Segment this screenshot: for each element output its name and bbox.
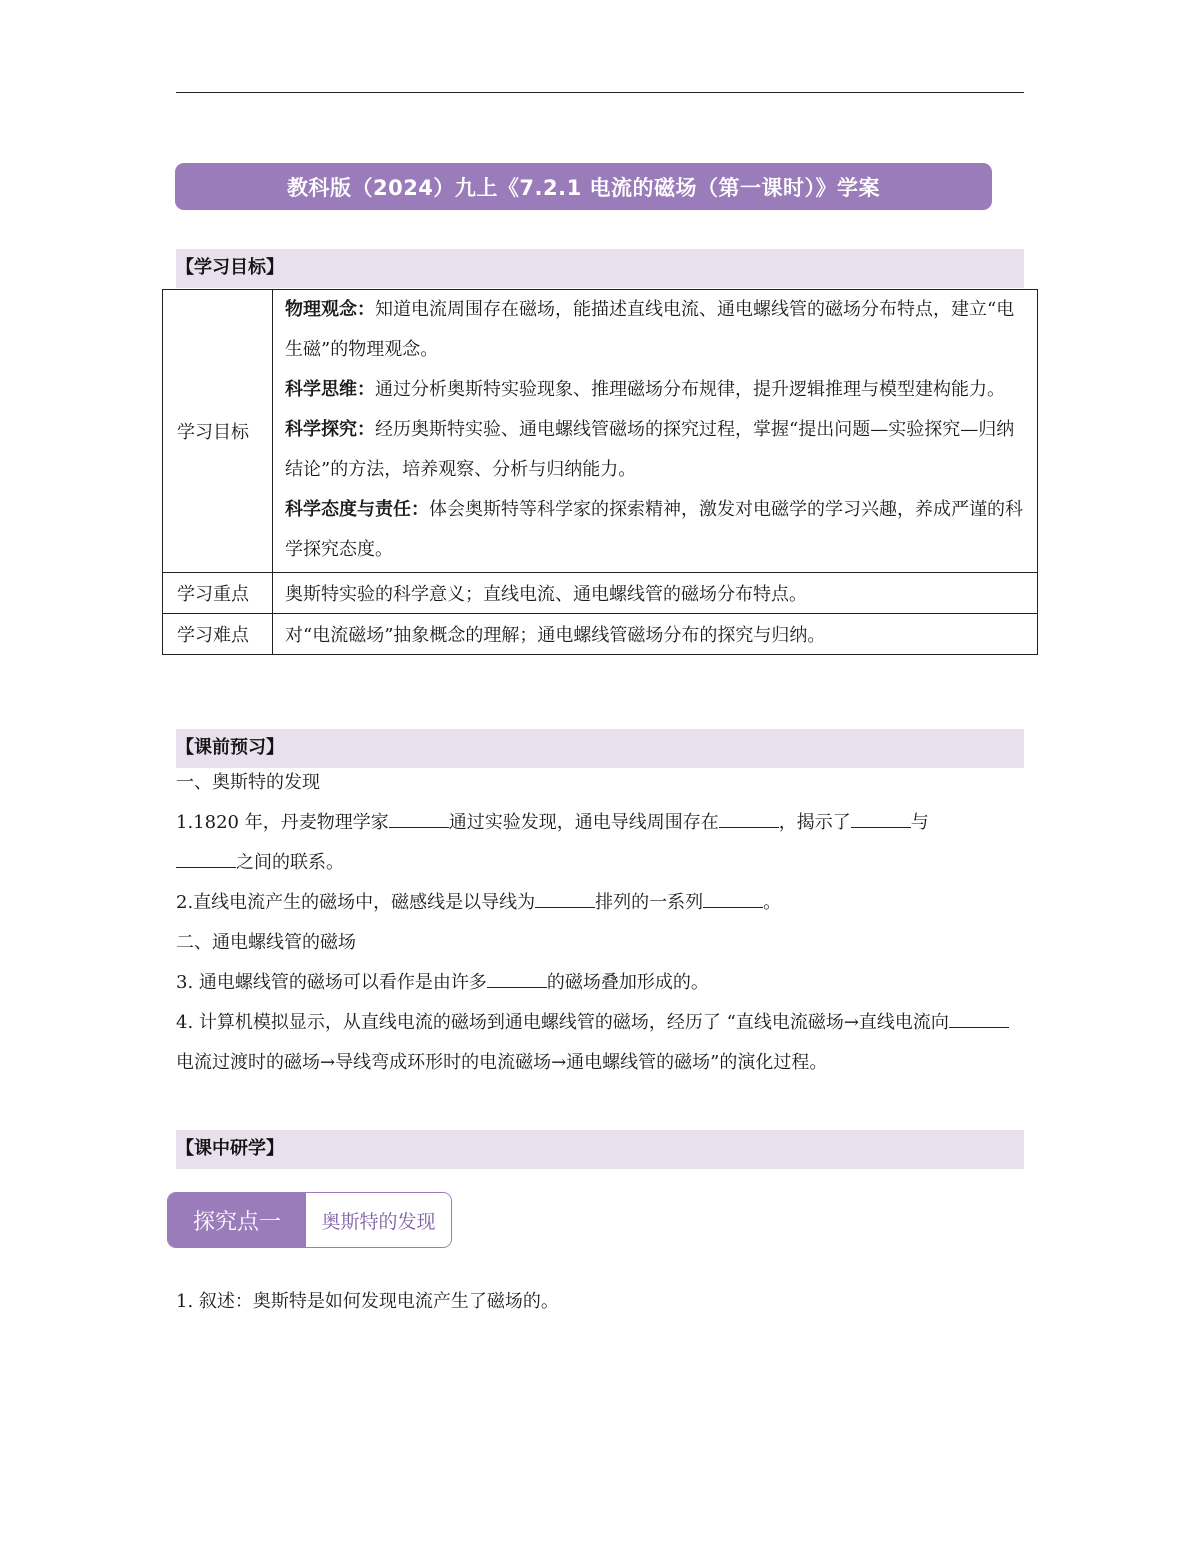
goal-item-head: 科学探究： (285, 419, 375, 440)
difficult-text: 对“电流磁场”抽象概念的理解；通电螺线管磁场分布的探究与归纳。 (285, 625, 826, 646)
goal-item (285, 410, 1029, 490)
key-label: 学习重点 (177, 584, 249, 605)
section-header-inclass: 【课中研学】 (176, 1130, 1024, 1169)
preview-question-2 (176, 883, 1024, 923)
answer-blank[interactable] (389, 809, 449, 828)
q4-text: 4. 计算机模拟显示，从直线电流的磁场到通电螺线管的磁场，经历了 “直线电流磁场→直线电流向 (176, 1012, 949, 1033)
goals-label: 学习目标 (177, 422, 249, 443)
answer-blank[interactable] (851, 809, 911, 828)
preview-part1-title: 一、奥斯特的发现 (176, 772, 320, 793)
goal-item-head: 科学态度与责任： (285, 499, 429, 520)
inclass-question-1: 1. 叙述：奥斯特是如何发现电流产生了磁场的。 (176, 1291, 559, 1312)
goal-item (285, 370, 1029, 410)
answer-blank[interactable] (949, 1009, 1009, 1028)
key-text: 奥斯特实验的科学意义；直线电流、通电螺线管的磁场分布特点。 (285, 584, 807, 605)
section-header-goals: 【学习目标】 (176, 249, 1024, 288)
q1-text: 之间的联系。 (236, 852, 344, 873)
answer-blank[interactable] (703, 889, 763, 908)
goal-item-text: 通过分析奥斯特实验现象、推理磁场分布规律，提升逻辑推理与模型建构能力。 (375, 379, 1005, 400)
goals-label-cell (163, 290, 273, 573)
goal-item-head: 物理观念： (285, 299, 375, 320)
goal-item (285, 290, 1029, 370)
q2-text: 。 (763, 892, 782, 913)
answer-blank[interactable] (176, 849, 236, 868)
q1-text: 1.1820 年，丹麦物理学家 (176, 812, 389, 833)
key-content-cell (273, 573, 1038, 614)
answer-blank[interactable] (719, 809, 779, 828)
q3-text: 的磁场叠加形成的。 (546, 972, 709, 993)
q3-text: 3. 通电螺线管的磁场可以看作是由许多 (176, 972, 487, 993)
goal-item-text: 体会奥斯特等科学家的探索精神，激发对电磁学的学习兴趣，养成严谨的科学探究态度。 (285, 499, 1023, 560)
goal-item (285, 490, 1029, 570)
goal-item-head: 科学思维： (285, 379, 375, 400)
header-rule (176, 92, 1024, 93)
document-title: 教科版（2024）九上《7.2.1 电流的磁场（第一课时）》学案 (175, 163, 992, 210)
q1-text: ，揭示了 (778, 812, 851, 833)
section-header-preview: 【课前预习】 (176, 729, 1024, 768)
q1-text: 与 (910, 812, 929, 833)
q2-text: 排列的一系列 (595, 892, 704, 913)
learning-goals-table (162, 289, 1038, 655)
preview-question-1 (176, 803, 1024, 883)
goals-content-cell (273, 290, 1038, 573)
goal-item-text: 经历奥斯特实验、通电螺线管磁场的探究过程，掌握“提出问题—实验探究—归纳结论”的方法，培养观察、分析与归纳能力。 (285, 419, 1015, 480)
explore-point-badge (167, 1192, 452, 1248)
preview-question-4 (176, 1003, 1024, 1083)
difficult-content-cell (273, 614, 1038, 655)
explore-point-tag: 探究点一 (168, 1193, 306, 1247)
q1-text: 通过实验发现，通电导线周围存在 (448, 812, 719, 833)
preview-part2-title: 二、通电螺线管的磁场 (176, 932, 356, 953)
explore-point-topic: 奥斯特的发现 (306, 1193, 451, 1247)
key-label-cell (163, 573, 273, 614)
preview-question-3 (176, 963, 1024, 1003)
answer-blank[interactable] (487, 969, 547, 988)
goal-item-text: 知道电流周围存在磁场，能描述直线电流、通电螺线管的磁场分布特点，建立“电生磁”的物理观念。 (285, 299, 1015, 360)
q4-text: 电流过渡时的磁场→导线弯成环形时的电流磁场→通电螺线管的磁场”的演化过程。 (176, 1052, 828, 1073)
difficult-label-cell (163, 614, 273, 655)
q2-text: 2.直线电流产生的磁场中，磁感线是以导线为 (176, 892, 536, 913)
answer-blank[interactable] (535, 889, 595, 908)
difficult-label: 学习难点 (177, 625, 249, 646)
